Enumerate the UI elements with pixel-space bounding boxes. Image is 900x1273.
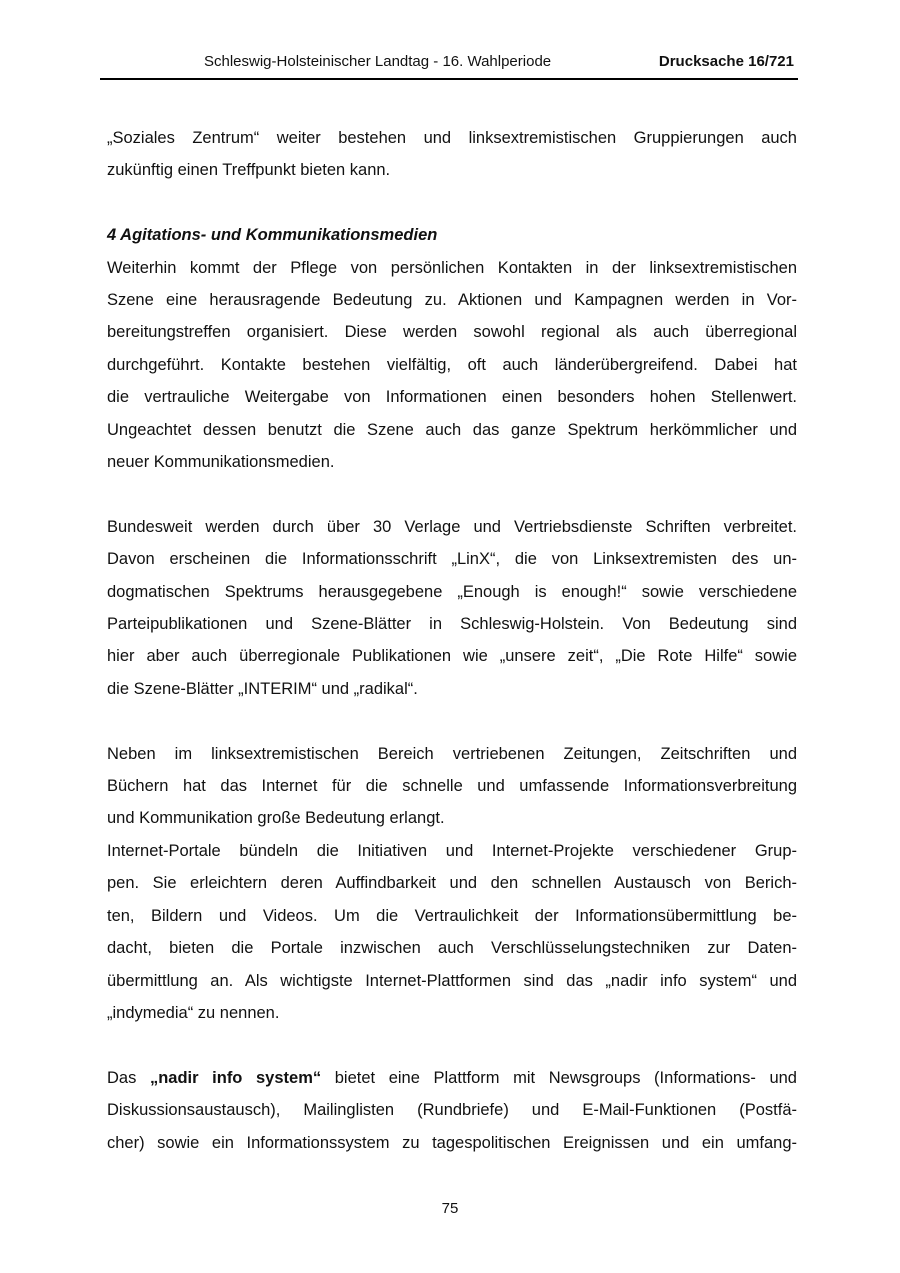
text-line: bereitungstreffen organisiert. Diese werden sowohl regional als auch überregional [107,323,797,342]
text-line: ten, Bildern und Videos. Um die Vertraulichkeit der Informationsübermittlung be- [107,906,797,925]
text-line: „Soziales Zentrum“ weiter bestehen und linksextremistischen Gruppierungen auch [107,129,797,147]
bold-term: „nadir info system“ [149,1068,322,1087]
text-line: zukünftig einen Treffpunkt bieten kann. [107,161,391,180]
text-line: Diskussionsaustausch), Mailinglisten (Rundbriefe) und E-Mail-Funktionen (Postfä- [107,1101,797,1120]
section-heading: 4 Agitations- und Kommunikationsmedien [107,226,438,245]
continuation-paragraph [107,122,797,187]
text-line: pen. Sie erleichtern deren Auffindbarkeit und den schnellen Austausch von Berich- [107,874,797,893]
paragraph-nadir [107,1062,797,1159]
page-number: 75 [441,1200,459,1217]
text-line: Szene eine herausragende Bedeutung zu. Aktionen und Kampagnen werden in Vor- [107,291,797,310]
paragraph-personal-contacts [107,252,797,479]
text-line: übermittlung an. Als wichtigste Internet-Plattformen sind das „nadir info system“ und [107,971,797,990]
page-body [107,122,797,1159]
text-line: durchgeführt. Kontakte bestehen vielfältig, oft auch länderübergreifend. Dabei hat [107,355,797,374]
text-line: Bundesweit werden durch über 30 Verlage und Vertriebsdienste Schriften verbreitet. [107,517,797,536]
header-title: Schleswig-Holsteinischer Landtag - 16. Wahlperiode [204,53,552,70]
text-line: dogmatischen Spektrums herausgegebene „Enough is enough!“ sowie verschiedene [107,582,797,601]
text-line: hier aber auch überregionale Publikationen wie „unsere zeit“, „Die Rote Hilfe“ sowie [107,647,797,666]
paragraph-internet [107,738,797,835]
page-header [100,50,798,80]
text-line [107,1062,797,1094]
paragraph-publications [107,511,797,705]
text-line: Ungeachtet dessen benutzt die Szene auch das ganze Spektrum herkömmlicher und [107,420,797,439]
text-line: neuer Kommunikationsmedien. [107,453,335,472]
text-line: Büchern hat das Internet für die schnelle und umfassende Informationsverbreitung [107,777,797,796]
text-line: Neben im linksextremistischen Bereich vertriebenen Zeitungen, Zeitschriften und [107,744,797,763]
text-line: die Szene-Blätter „INTERIM“ und „radikal“. [107,679,418,698]
text-line: dacht, bieten die Portale inzwischen auch Verschlüsselungstechniken zur Daten- [107,939,797,958]
text-line: die vertrauliche Weitergabe von Informationen einen besonders hohen Stellenwert. [107,388,797,407]
text-fragment: bietet eine Plattform mit Newsgroups (Informations- und [321,1068,797,1087]
text-line: Davon erscheinen die Informationsschrift „LinX“, die von Linksextremisten des un- [107,550,797,569]
text-line: Weiterhin kommt der Pflege von persönlichen Kontakten in der linksextremistischen [107,258,797,277]
text-line: und Kommunikation große Bedeutung erlangt. [107,809,445,828]
text-line: cher) sowie ein Informationssystem zu tagespolitischen Ereignissen und ein umfang- [107,1133,797,1152]
text-line: Internet-Portale bündeln die Initiativen und Internet-Projekte verschiedener Grup- [107,841,797,860]
document-number: Drucksache 16/721 [658,53,794,70]
text-fragment: Das [107,1068,150,1087]
paragraph-portals [107,835,797,1029]
text-line: „indymedia“ zu nennen. [107,1003,280,1022]
text-line: Parteipublikationen und Szene-Blätter in Schleswig-Holstein. Von Bedeutung sind [107,615,797,634]
